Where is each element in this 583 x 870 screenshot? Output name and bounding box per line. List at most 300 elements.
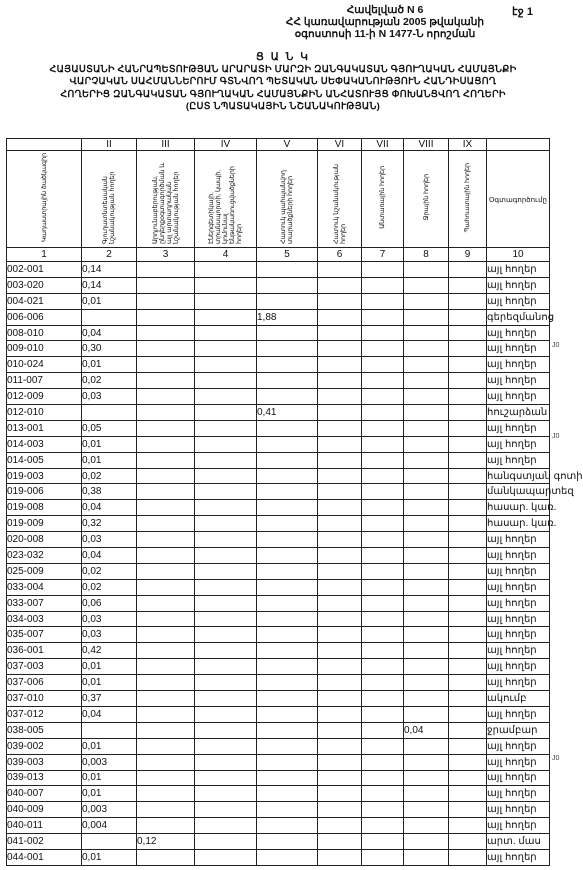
agricultural-cell: 0,004 bbox=[82, 818, 137, 834]
forest-cell bbox=[362, 579, 404, 595]
margin-mark: J0 bbox=[552, 433, 560, 440]
usage-cell: այլ հողեր bbox=[487, 754, 550, 770]
water-cell bbox=[404, 563, 449, 579]
cadastral-code-cell: 033-004 bbox=[7, 579, 82, 595]
table-row bbox=[7, 754, 550, 770]
protected-cell bbox=[257, 420, 318, 436]
energy-cell bbox=[195, 706, 257, 722]
agricultural-cell: 0,37 bbox=[82, 691, 137, 707]
special-cell bbox=[318, 563, 362, 579]
water-cell bbox=[404, 341, 449, 357]
agricultural-cell: 0,06 bbox=[82, 595, 137, 611]
forest-cell bbox=[362, 595, 404, 611]
special-cell bbox=[318, 691, 362, 707]
special-cell bbox=[318, 675, 362, 691]
energy-cell bbox=[195, 643, 257, 659]
agricultural-cell: 0,01 bbox=[82, 675, 137, 691]
water-cell bbox=[404, 262, 449, 278]
usage-cell: այլ հողեր bbox=[487, 563, 550, 579]
reserve-cell bbox=[449, 675, 487, 691]
agricultural-cell: 0,01 bbox=[82, 770, 137, 786]
industrial-cell bbox=[137, 675, 195, 691]
column-header bbox=[487, 151, 550, 248]
reserve-cell bbox=[449, 722, 487, 738]
water-cell bbox=[404, 754, 449, 770]
protected-cell bbox=[257, 277, 318, 293]
protected-cell bbox=[257, 341, 318, 357]
protected-cell bbox=[257, 373, 318, 389]
special-cell bbox=[318, 834, 362, 850]
agricultural-cell: 0,02 bbox=[82, 579, 137, 595]
special-cell bbox=[318, 738, 362, 754]
cadastral-code-cell: 025-009 bbox=[7, 563, 82, 579]
forest-cell bbox=[362, 627, 404, 643]
usage-cell: այլ հողեր bbox=[487, 611, 550, 627]
energy-cell bbox=[195, 834, 257, 850]
reserve-cell bbox=[449, 468, 487, 484]
energy-cell bbox=[195, 579, 257, 595]
cadastral-code-cell: 003-020 bbox=[7, 277, 82, 293]
forest-cell bbox=[362, 532, 404, 548]
column-header bbox=[404, 151, 449, 248]
agricultural-cell: 0,05 bbox=[82, 420, 137, 436]
energy-cell bbox=[195, 722, 257, 738]
usage-cell: այլ հողեր bbox=[487, 452, 550, 468]
cadastral-code-cell: 037-003 bbox=[7, 659, 82, 675]
agricultural-cell: 0,003 bbox=[82, 754, 137, 770]
special-cell bbox=[318, 341, 362, 357]
reserve-cell bbox=[449, 484, 487, 500]
special-cell bbox=[318, 659, 362, 675]
water-cell bbox=[404, 706, 449, 722]
forest-cell bbox=[362, 389, 404, 405]
usage-cell: այլ հողեր bbox=[487, 706, 550, 722]
column-header bbox=[362, 151, 404, 248]
column-number: 2 bbox=[82, 248, 137, 262]
energy-cell bbox=[195, 786, 257, 802]
forest-cell bbox=[362, 722, 404, 738]
water-cell bbox=[404, 373, 449, 389]
table-row bbox=[7, 500, 550, 516]
reserve-cell bbox=[449, 786, 487, 802]
cadastral-code-cell: 019-009 bbox=[7, 516, 82, 532]
special-cell bbox=[318, 579, 362, 595]
usage-cell: այլ հողեր bbox=[487, 373, 550, 389]
table-row bbox=[7, 357, 550, 373]
usage-cell: այլ հողեր bbox=[487, 643, 550, 659]
special-cell bbox=[318, 405, 362, 421]
water-cell bbox=[404, 786, 449, 802]
agricultural-cell bbox=[82, 834, 137, 850]
reserve-cell bbox=[449, 643, 487, 659]
forest-cell bbox=[362, 548, 404, 564]
usage-cell: հուշարձան bbox=[487, 405, 550, 421]
cadastral-code-cell: 044-001 bbox=[7, 849, 82, 865]
forest-cell bbox=[362, 452, 404, 468]
protected-cell bbox=[257, 802, 318, 818]
cadastral-code-cell: 012-010 bbox=[7, 405, 82, 421]
forest-cell bbox=[362, 262, 404, 278]
reserve-cell bbox=[449, 357, 487, 373]
industrial-cell bbox=[137, 293, 195, 309]
protected-cell bbox=[257, 436, 318, 452]
water-cell bbox=[404, 277, 449, 293]
table-row bbox=[7, 563, 550, 579]
protected-cell bbox=[257, 548, 318, 564]
agricultural-cell: 0,04 bbox=[82, 325, 137, 341]
header-energy: Էներգետիկայի, տրանսպորտի, կապի, կոմունալ ենթակառուցվածքների հողեր bbox=[208, 165, 243, 244]
reserve-cell bbox=[449, 341, 487, 357]
title-line-3: ՀՈՂԵՐԻՑ ԶԱՆԳԱԿԱՏԱՆ ԳՅՈՒՂԱԿԱՆ ՀԱՄԱՅՆՔԻՆ ԱՆՀԱՏՈՒՅՑ ՓՈԽԱՆՑՎՈՂ ՀՈՂԵՐԻ bbox=[60, 88, 506, 100]
special-cell bbox=[318, 516, 362, 532]
table-row bbox=[7, 325, 550, 341]
water-cell bbox=[404, 532, 449, 548]
protected-cell bbox=[257, 675, 318, 691]
header-protected: Հատուկ պահպանվող տարածքների հողեր bbox=[280, 169, 294, 244]
column-number: 7 bbox=[362, 248, 404, 262]
water-cell bbox=[404, 611, 449, 627]
roman-blank bbox=[487, 139, 550, 151]
water-cell bbox=[404, 849, 449, 865]
cadastral-code-cell: 020-008 bbox=[7, 532, 82, 548]
energy-cell bbox=[195, 738, 257, 754]
reserve-cell bbox=[449, 532, 487, 548]
table-row bbox=[7, 548, 550, 564]
cadastral-code-cell: 040-007 bbox=[7, 786, 82, 802]
cadastral-code-cell: 039-002 bbox=[7, 738, 82, 754]
reserve-cell bbox=[449, 802, 487, 818]
industrial-cell bbox=[137, 595, 195, 611]
water-cell bbox=[404, 579, 449, 595]
reserve-cell bbox=[449, 738, 487, 754]
column-number: 3 bbox=[137, 248, 195, 262]
special-cell bbox=[318, 389, 362, 405]
industrial-cell bbox=[137, 548, 195, 564]
roman-numeral: IX bbox=[449, 139, 487, 151]
cadastral-code-cell: 019-008 bbox=[7, 500, 82, 516]
usage-cell: այլ հողեր bbox=[487, 738, 550, 754]
agricultural-cell: 0,01 bbox=[82, 293, 137, 309]
header-special: Հատուկ նշանակության հողեր bbox=[332, 163, 347, 244]
forest-cell bbox=[362, 706, 404, 722]
header-water: Ջրային հողեր bbox=[422, 174, 430, 221]
usage-cell: այլ հողեր bbox=[487, 357, 550, 373]
energy-cell bbox=[195, 563, 257, 579]
industrial-cell bbox=[137, 849, 195, 865]
special-cell bbox=[318, 277, 362, 293]
cadastral-code-cell: 014-003 bbox=[7, 436, 82, 452]
forest-cell bbox=[362, 643, 404, 659]
forest-cell bbox=[362, 468, 404, 484]
reserve-cell bbox=[449, 691, 487, 707]
header-cadastral-code: Կադաստրային ծածկագիր bbox=[40, 153, 48, 242]
water-cell bbox=[404, 389, 449, 405]
roman-numeral: IV bbox=[195, 139, 257, 151]
column-number: 5 bbox=[257, 248, 318, 262]
forest-cell bbox=[362, 420, 404, 436]
cadastral-code-cell: 014-005 bbox=[7, 452, 82, 468]
cadastral-code-cell: 008-010 bbox=[7, 325, 82, 341]
protected-cell bbox=[257, 738, 318, 754]
water-cell bbox=[404, 643, 449, 659]
special-cell bbox=[318, 786, 362, 802]
table-row bbox=[7, 452, 550, 468]
protected-cell bbox=[257, 706, 318, 722]
usage-cell: այլ հողեր bbox=[487, 532, 550, 548]
table-row bbox=[7, 802, 550, 818]
reserve-cell bbox=[449, 770, 487, 786]
table-row bbox=[7, 706, 550, 722]
forest-cell bbox=[362, 436, 404, 452]
special-cell bbox=[318, 849, 362, 865]
industrial-cell: 0,12 bbox=[137, 834, 195, 850]
roman-numeral: V bbox=[257, 139, 318, 151]
water-cell bbox=[404, 548, 449, 564]
protected-cell bbox=[257, 579, 318, 595]
protected-cell bbox=[257, 786, 318, 802]
agricultural-cell: 0,02 bbox=[82, 563, 137, 579]
header-agricultural: Գյուղատնտեսական նշանակության հողեր bbox=[102, 171, 116, 244]
reserve-cell bbox=[449, 563, 487, 579]
reserve-cell bbox=[449, 579, 487, 595]
agricultural-cell: 0,01 bbox=[82, 452, 137, 468]
title-line-2: ՎԱՐՉԱԿԱՆ ՍԱՀՄԱՆՆԵՐՈՒՄ ԳՏՆՎՈՂ ՊԵՏԱԿԱՆ ՍԵՓԱԿԱՆՈՒԹՅՈՒՆ ՀԱՆԴԻՍԱՑՈՂ bbox=[69, 76, 497, 88]
cadastral-code-cell: 037-006 bbox=[7, 675, 82, 691]
energy-cell bbox=[195, 802, 257, 818]
reserve-cell bbox=[449, 452, 487, 468]
energy-cell bbox=[195, 420, 257, 436]
margin-mark: J0 bbox=[552, 342, 560, 349]
water-cell bbox=[404, 293, 449, 309]
water-cell bbox=[404, 516, 449, 532]
agricultural-cell: 0,03 bbox=[82, 532, 137, 548]
usage-cell: այլ հողեր bbox=[487, 802, 550, 818]
cadastral-code-cell: 004-021 bbox=[7, 293, 82, 309]
special-cell bbox=[318, 293, 362, 309]
usage-cell: այլ հողեր bbox=[487, 770, 550, 786]
cadastral-code-cell: 013-001 bbox=[7, 420, 82, 436]
table-row bbox=[7, 373, 550, 389]
water-cell bbox=[404, 834, 449, 850]
forest-cell bbox=[362, 675, 404, 691]
special-cell bbox=[318, 436, 362, 452]
energy-cell bbox=[195, 309, 257, 325]
protected-cell bbox=[257, 532, 318, 548]
energy-cell bbox=[195, 277, 257, 293]
protected-cell bbox=[257, 452, 318, 468]
document-title bbox=[0, 51, 566, 114]
agricultural-cell bbox=[82, 405, 137, 421]
special-cell bbox=[318, 548, 362, 564]
forest-cell bbox=[362, 357, 404, 373]
table-row bbox=[7, 770, 550, 786]
cadastral-code-cell: 040-009 bbox=[7, 802, 82, 818]
column-number: 4 bbox=[195, 248, 257, 262]
water-cell bbox=[404, 818, 449, 834]
forest-cell bbox=[362, 516, 404, 532]
header-forest: Անտառային հողեր bbox=[379, 166, 386, 229]
forest-cell bbox=[362, 611, 404, 627]
usage-cell: այլ հողեր bbox=[487, 675, 550, 691]
special-cell bbox=[318, 262, 362, 278]
table-row bbox=[7, 516, 550, 532]
energy-cell bbox=[195, 341, 257, 357]
column-number: 6 bbox=[318, 248, 362, 262]
table-row bbox=[7, 468, 550, 484]
cadastral-code-cell: 010-024 bbox=[7, 357, 82, 373]
reserve-cell bbox=[449, 849, 487, 865]
cadastral-code-cell: 012-009 bbox=[7, 389, 82, 405]
protected-cell bbox=[257, 563, 318, 579]
water-cell bbox=[404, 405, 449, 421]
column-number: 9 bbox=[449, 248, 487, 262]
cadastral-code-cell: 038-005 bbox=[7, 722, 82, 738]
table-row bbox=[7, 595, 550, 611]
table-row bbox=[7, 722, 550, 738]
reserve-cell bbox=[449, 659, 487, 675]
energy-cell bbox=[195, 627, 257, 643]
protected-cell bbox=[257, 595, 318, 611]
energy-cell bbox=[195, 405, 257, 421]
industrial-cell bbox=[137, 754, 195, 770]
protected-cell bbox=[257, 500, 318, 516]
industrial-cell bbox=[137, 357, 195, 373]
water-cell bbox=[404, 738, 449, 754]
cadastral-code-cell: 006-006 bbox=[7, 309, 82, 325]
forest-cell bbox=[362, 405, 404, 421]
special-cell bbox=[318, 818, 362, 834]
usage-cell: հանգստյան գոտի bbox=[487, 468, 550, 484]
usage-cell: այլ հողեր bbox=[487, 595, 550, 611]
forest-cell bbox=[362, 309, 404, 325]
table-row bbox=[7, 738, 550, 754]
industrial-cell bbox=[137, 262, 195, 278]
column-header bbox=[318, 151, 362, 248]
protected-cell bbox=[257, 516, 318, 532]
energy-cell bbox=[195, 691, 257, 707]
forest-cell bbox=[362, 563, 404, 579]
water-cell bbox=[404, 595, 449, 611]
table-row bbox=[7, 277, 550, 293]
protected-cell bbox=[257, 627, 318, 643]
cadastral-code-cell: 037-012 bbox=[7, 706, 82, 722]
water-cell bbox=[404, 357, 449, 373]
table-row bbox=[7, 293, 550, 309]
cadastral-code-cell: 002-001 bbox=[7, 262, 82, 278]
water-cell bbox=[404, 420, 449, 436]
usage-cell: մանկապարտեզ bbox=[487, 484, 550, 500]
industrial-cell bbox=[137, 341, 195, 357]
title-line-4: (ԸՍՏ ՆՊԱՏԱԿԱՅԻՆ ՆՇԱՆԱԿՈՒԹՅԱՆ) bbox=[185, 101, 381, 113]
table-row bbox=[7, 786, 550, 802]
roman-numeral: VIII bbox=[404, 139, 449, 151]
industrial-cell bbox=[137, 579, 195, 595]
protected-cell: 0,41 bbox=[257, 405, 318, 421]
usage-cell: ակումբ bbox=[487, 691, 550, 707]
agricultural-cell: 0,01 bbox=[82, 849, 137, 865]
appendix-line-2: ՀՀ կառավարության 2005 թվականի bbox=[285, 16, 485, 28]
usage-cell: այլ հողեր bbox=[487, 262, 550, 278]
special-cell bbox=[318, 627, 362, 643]
appendix-header bbox=[250, 4, 520, 40]
industrial-cell bbox=[137, 738, 195, 754]
forest-cell bbox=[362, 373, 404, 389]
industrial-cell bbox=[137, 309, 195, 325]
table-row bbox=[7, 611, 550, 627]
table-row bbox=[7, 341, 550, 357]
industrial-cell bbox=[137, 484, 195, 500]
roman-header-row bbox=[7, 139, 550, 151]
energy-cell bbox=[195, 389, 257, 405]
industrial-cell bbox=[137, 389, 195, 405]
table-row bbox=[7, 849, 550, 865]
cadastral-code-cell: 037-010 bbox=[7, 691, 82, 707]
industrial-cell bbox=[137, 405, 195, 421]
energy-cell bbox=[195, 659, 257, 675]
reserve-cell bbox=[449, 611, 487, 627]
special-cell bbox=[318, 452, 362, 468]
column-header bbox=[7, 151, 82, 248]
roman-blank bbox=[7, 139, 82, 151]
reserve-cell bbox=[449, 834, 487, 850]
energy-cell bbox=[195, 532, 257, 548]
table-row bbox=[7, 405, 550, 421]
cadastral-code-cell: 040-011 bbox=[7, 818, 82, 834]
forest-cell bbox=[362, 341, 404, 357]
water-cell bbox=[404, 436, 449, 452]
agricultural-cell: 0,01 bbox=[82, 357, 137, 373]
usage-cell: այլ հողեր bbox=[487, 436, 550, 452]
table-row bbox=[7, 643, 550, 659]
protected-cell bbox=[257, 293, 318, 309]
header-usage: Օգտագործումը bbox=[489, 196, 547, 204]
protected-cell bbox=[257, 691, 318, 707]
industrial-cell bbox=[137, 516, 195, 532]
column-number: 8 bbox=[404, 248, 449, 262]
column-header bbox=[137, 151, 195, 248]
water-cell: 0,04 bbox=[404, 722, 449, 738]
energy-cell bbox=[195, 849, 257, 865]
protected-cell bbox=[257, 754, 318, 770]
industrial-cell bbox=[137, 468, 195, 484]
agricultural-cell: 0,01 bbox=[82, 436, 137, 452]
cadastral-code-cell: 039-013 bbox=[7, 770, 82, 786]
table-row bbox=[7, 675, 550, 691]
roman-numeral: VI bbox=[318, 139, 362, 151]
special-cell bbox=[318, 468, 362, 484]
special-cell bbox=[318, 325, 362, 341]
usage-cell: այլ հողեր bbox=[487, 420, 550, 436]
usage-cell: այլ հողեր bbox=[487, 579, 550, 595]
reserve-cell bbox=[449, 516, 487, 532]
column-header bbox=[257, 151, 318, 248]
special-cell bbox=[318, 611, 362, 627]
energy-cell bbox=[195, 754, 257, 770]
cadastral-code-cell: 039-003 bbox=[7, 754, 82, 770]
agricultural-cell: 0,30 bbox=[82, 341, 137, 357]
industrial-cell bbox=[137, 659, 195, 675]
usage-cell: ջրամբար bbox=[487, 722, 550, 738]
energy-cell bbox=[195, 468, 257, 484]
industrial-cell bbox=[137, 325, 195, 341]
page-number: էջ 1 bbox=[512, 6, 533, 18]
forest-cell bbox=[362, 849, 404, 865]
energy-cell bbox=[195, 293, 257, 309]
usage-cell: գերեզմանոց bbox=[487, 309, 550, 325]
protected-cell bbox=[257, 262, 318, 278]
table-row bbox=[7, 484, 550, 500]
water-cell bbox=[404, 770, 449, 786]
